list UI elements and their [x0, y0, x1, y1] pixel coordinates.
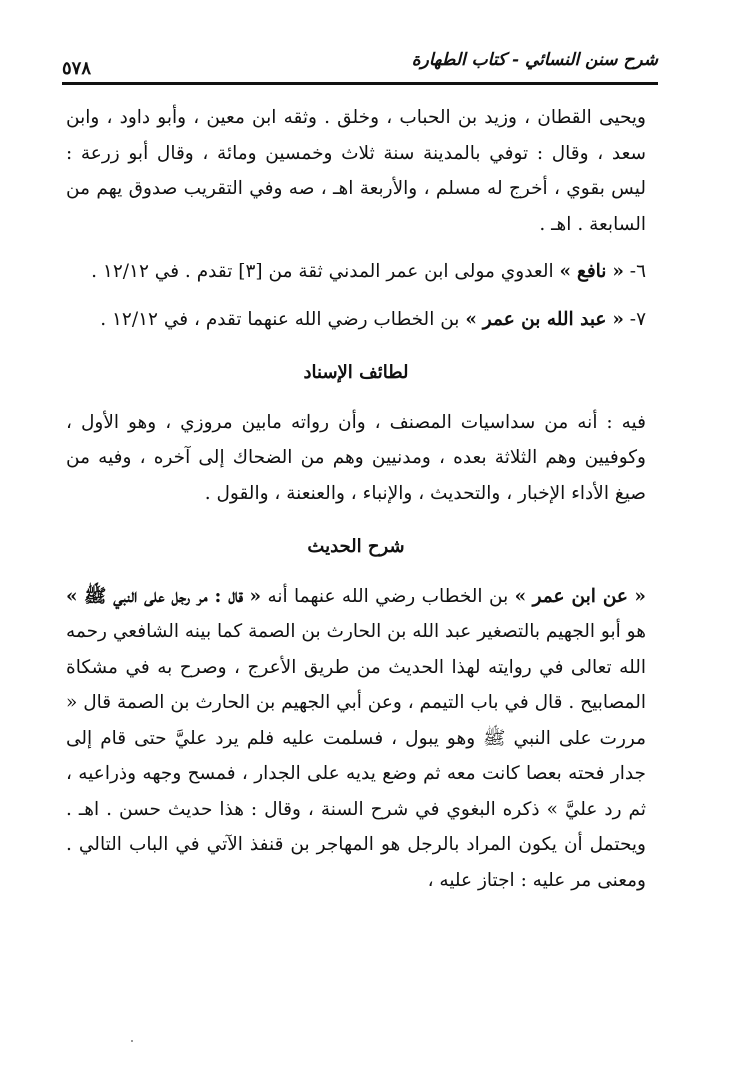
paragraph-lataif: فيه : أنه من سداسيات المصنف ، وأن رواته مابين مروزي ، وهو الأول ، وكوفيين وهم الثلاثة بعده ، ومدنيين وهم من الضحاك إلى آخره ، وفيه من صيغ الأداء الإخبار ، والتحديث ، والإنباء ، والعنعنة ، والقول .	[66, 411, 646, 504]
narrator-6-name-close-quote: »	[559, 261, 572, 282]
narrator-6-name-open-quote: «	[612, 261, 624, 282]
scan-speck	[131, 1040, 133, 1042]
narrator-7-entry	[66, 302, 646, 338]
page-body	[66, 100, 646, 898]
header-rule	[62, 82, 658, 85]
sharh-name: عن ابن عمر	[532, 585, 628, 607]
sharh-quote: قال : مر رجل على النبي ﷺ	[83, 585, 244, 607]
paragraph-narrator-5-cont: ويحيى القطان ، وزيد بن الحباب ، وخلق . وثقه ابن معين ، وأبو داود ، وابن سعد ، وقال : توفي بالمدينة سنة ثلاث وخمسين ومائة ، وقال أبو زرعة : ليس بقوي ، أخرج له مسلم ، والأربعة اهـ ، صه وفي التقريب صدوق يهم من السابعة . اهـ .	[66, 107, 646, 235]
narrator-7-number: ٧-	[629, 308, 646, 330]
heading-sharh-al-hadith: شرح الحديث	[307, 536, 405, 557]
sharh-rest: هو أبو الجهيم بالتصغير عبد الله بن الحارث بن الصمة كما بينه الشافعي رحمه الله تعالى في روايته لهذا الحديث من طريق الأعرج ، وصرح به في مشكاة المصابيح . قال في باب التيمم ، وعن أبي الجهيم بن الحارث بن الصمة قال « مررت على النبي ﷺ وهو يبول ، فسلمت عليه فلم يرد عليَّ حتى قام إلى جدار فحته بعصا كانت معه ثم وضع يديه على الجدار ، فمسح وجهه وذراعيه ، ثم رد عليَّ » ذكره البغوي في شرح السنة ، وقال : هذا حديث حسن . اهـ . ويحتمل أن يكون المراد بالرجل هو المهاجر بن قنفذ الآتي في الباب التالي . ومعنى مر عليه : اجتاز عليه ،	[66, 621, 646, 891]
heading-lataif-al-isnad: لطائف الإسناد	[303, 362, 409, 383]
page-number: ٥٧٨	[62, 58, 92, 79]
narrator-7-name-open-quote: «	[612, 308, 624, 330]
narrator-7-name-close-quote: »	[465, 308, 477, 330]
narrator-6-name: نافع	[576, 261, 607, 282]
narrator-6-entry	[66, 254, 646, 290]
narrator-7-text: بن الخطاب رضي الله عنهما تقدم ، في ١٢/١٢ .	[100, 308, 460, 330]
paragraph-sharh	[66, 579, 646, 899]
sharh-quote-open: «	[249, 585, 262, 607]
narrator-6-text: العدوي مولى ابن عمر المدني ثقة من [٣] تقدم . في ١٢/١٢ .	[91, 261, 554, 282]
narrator-7-name: عبد الله بن عمر	[482, 308, 607, 330]
narrator-6-number: ٦-	[629, 261, 646, 282]
sharh-name-open-quote: «	[634, 585, 646, 607]
sharh-quote-close: »	[66, 585, 78, 607]
sharh-name-close-quote: »	[514, 585, 527, 607]
running-title: شرح سنن النسائي - كتاب الطهارة	[411, 50, 658, 70]
sharh-mid: بن الخطاب رضي الله عنهما أنه	[267, 585, 509, 607]
page-header	[62, 44, 658, 88]
